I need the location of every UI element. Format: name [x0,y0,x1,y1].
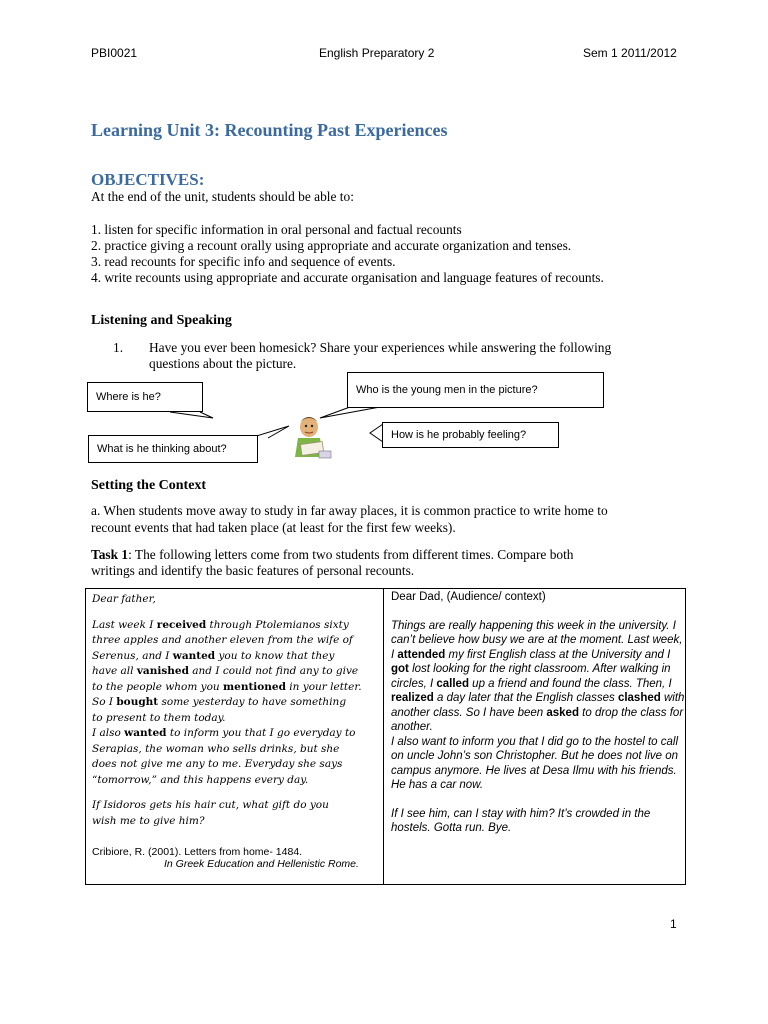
objective-item: 1. listen for specific information in oral personal and factual recounts [91,222,462,237]
letter-line: I also wanted to inform you that I go everyday to [92,727,356,739]
column-divider [383,589,384,884]
task-1-line-1: Task 1: The following letters come from two students from different times. Compare both [91,547,574,562]
letter-line: Serapias, the woman who sells drinks, but she [92,742,340,755]
letter-line: wish me to give him? [92,814,205,827]
modern-letter-paragraph-3: If I see him, can I stay with him? It’s crowded in the hostels. Gotta run. Bye. [391,807,651,834]
speech-bubble-where: Where is he? [87,382,203,412]
speech-bubble-feeling: How is he probably feeling? [382,422,559,448]
question-line-1: Have you ever been homesick? Share your experiences while answering the following [149,340,612,355]
objectives-intro: At the end of the unit, students should be able to: [91,189,354,204]
letter-line: “tomorrow,” and this happens every day. [92,773,309,786]
letter-line: Last week I received through Ptolemianos sixty [92,618,349,631]
objective-item: 2. practice giving a recount orally using appropriate and accurate organization and tenses. [91,238,572,253]
question-line-2: questions about the picture. [149,356,297,371]
page-number: 1 [670,917,677,931]
question-number: 1. [113,340,124,355]
modern-letter [391,590,685,836]
letter-line: have all vanished and I could not find any to give [92,665,359,677]
unit-title: Learning Unit 3: Recounting Past Experiences [91,120,448,140]
letter-line: to present to them today. [92,711,226,724]
letter-line: Serenus, and I wanted you to know that they [92,649,335,662]
task-label: Task 1 [91,547,129,562]
context-line-1: a. When students move away to study in far away places, it is common practice to write home to [91,503,608,518]
modern-letter-paragraph-2: I also want to inform you that I did go to the hostel to call on uncle John’s son Christopher. But he does not live on campus anymore. He lives at Desa Ilmu with his friends. He has a car now. [391,735,679,791]
speech-bubble-thinking: What is he thinking about? [88,435,258,463]
listening-heading: Listening and Speaking [91,313,232,328]
header-semester: Sem 1 2011/2012 [583,46,677,60]
homesick-boy-illustration [289,413,335,461]
objective-item: 4. write recounts using appropriate and accurate organisation and language features of recounts. [91,270,604,285]
context-line-2: recount events that had taken place (at least for the first few weeks). [91,520,456,535]
objective-item: 3. read recounts for specific info and sequence of events. [91,254,396,269]
task-1-line-2: writings and identify the basic features of personal recounts. [91,563,415,578]
letter-line: If Isidoros gets his hair cut, what gift do you [92,799,329,811]
citation [92,846,359,870]
modern-letter-paragraph-1: Things are really happening this week in the university. I can’t believe how busy we are at the moment. Last week, I attended my first English class at the University and I got lost looking for the right classroom. After walking in circles, I called up a friend and found the class. Then, I realized a day later that the English classes clashed with another class. So I have been asked to drop the class for another. [391,619,685,733]
letter-line: So I bought some yesterday to have something [92,696,347,708]
modern-letter-salutation: Dear Dad, (Audience/ context) [391,591,546,603]
context-heading: Setting the Context [91,478,207,493]
letter-line: to the people whom you mentioned in your letter. [92,680,362,693]
ancient-letter [92,592,382,829]
speech-bubble-who: Who is the young men in the picture? [347,372,604,408]
citation-line-1: Cribiore, R. (2001). Letters from home- 1484. [92,846,303,858]
letter-line: three apples and another eleven from the wife of [92,634,353,646]
letter-line: Dear father, [92,593,156,605]
header-code: PBI0021 [91,46,138,60]
citation-line-2: In Greek Education and Hellenistic Rome. [164,858,359,870]
letters-comparison-table [85,588,686,885]
header-course: English Preparatory 2 [319,46,435,60]
objectives-heading: OBJECTIVES: [91,170,205,189]
letter-line: does not give me any to me. Everyday she says [92,758,343,770]
